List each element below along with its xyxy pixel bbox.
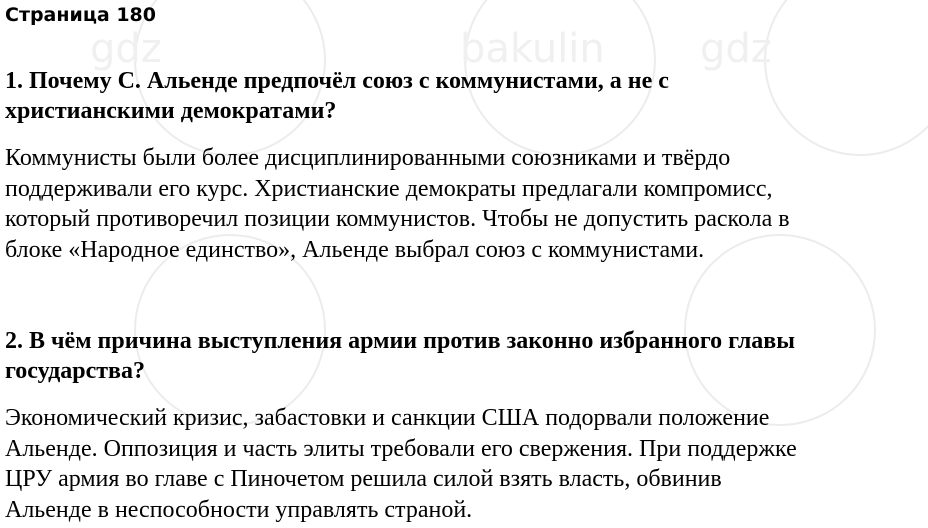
answer-2-line: Альенде. Оппозиция и часть элиты требовали его свержения. При поддержке xyxy=(5,435,797,462)
answer-1-line: блоке «Народное единство», Альенде выбрал союз с коммунистами. xyxy=(5,236,705,263)
answer-2 xyxy=(5,403,927,525)
question-2 xyxy=(5,326,927,386)
question-1-line: 1. Почему С. Альенде предпочёл союз с коммунистами, а не с xyxy=(5,68,669,94)
page-title: Страница 180 xyxy=(5,4,156,26)
answer-1-line: который противоречил позиции коммунистов. Чтобы не допустить раскола в xyxy=(5,206,790,232)
answer-1-line: поддерживали его курс. Христианские демократы предлагали компромисс, xyxy=(5,175,773,202)
answer-2-line: Экономический кризис, забастовки и санкции США подорвали положение xyxy=(5,405,770,431)
watermark-text-left: gdz xyxy=(90,26,162,72)
question-1-line: христианскими демократами? xyxy=(5,98,337,124)
watermark-text-center: bakulin xyxy=(460,26,605,72)
answer-2-line: ЦРУ армия во главе с Пиночетом решила силой взять власть, обвинив xyxy=(5,466,722,492)
watermark-text-right: gdz xyxy=(700,26,772,72)
answer-2-line: Альенде в неспособности управлять страной. xyxy=(5,496,473,523)
answer-1 xyxy=(5,143,927,265)
question-1 xyxy=(5,66,927,126)
question-2-line: 2. В чём причина выступления армии против законно избранного главы xyxy=(5,328,796,354)
answer-1-line: Коммунисты были более дисциплинированными союзниками и твёрдо xyxy=(5,145,731,171)
question-2-line: государства? xyxy=(5,358,146,384)
